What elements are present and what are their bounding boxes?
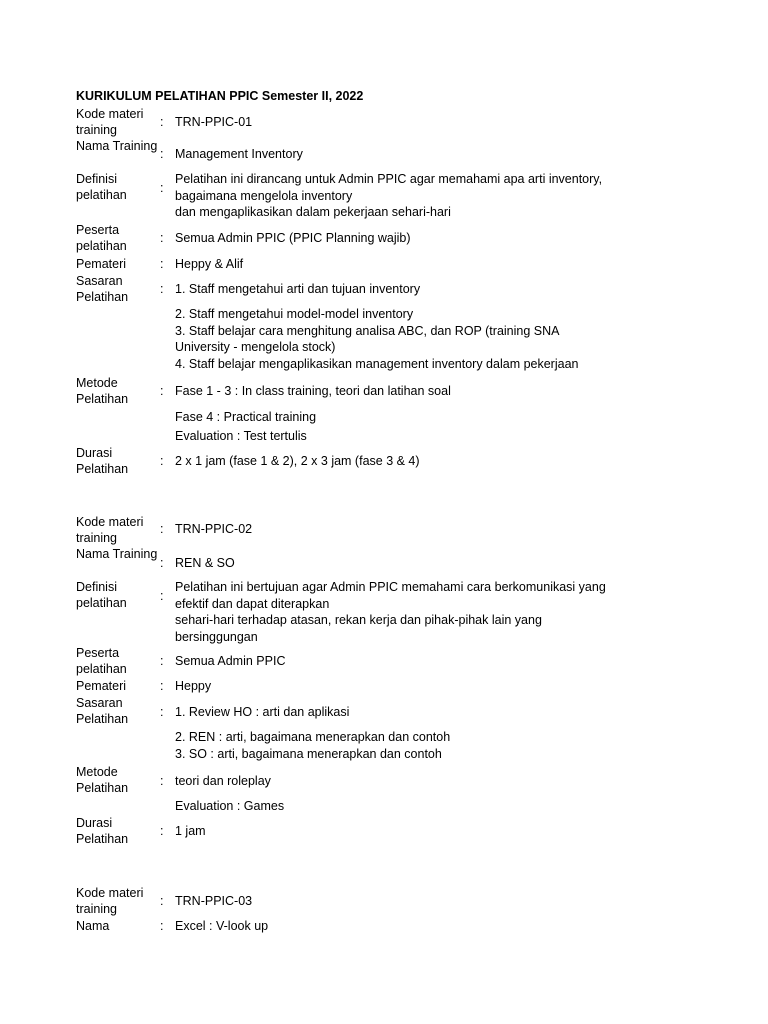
peserta-value: Semua Admin PPIC (PPIC Planning wajib) [175,231,411,245]
kode-value: TRN-PPIC-01 [175,115,253,129]
definisi-line: dan mengaplikasikan dalam pekerjaan sehari-hari [175,205,451,219]
durasi-value: 1 jam [175,824,206,838]
page-title: KURIKULUM PELATIHAN PPIC Semester II, 2022 [76,89,364,103]
metode-value [175,773,615,790]
sasaran-line: 1. Staff mengetahui arti dan tujuan inventory [175,282,421,296]
metode-label: Metode Pelatihan [76,765,129,795]
durasi-value: 2 x 1 jam (fase 1 & 2), 2 x 3 jam (fase 3 & 4) [175,454,420,468]
metode-label: Metode Pelatihan [76,376,129,406]
nama-value: Excel : V-look up [175,919,269,933]
definisi-value [175,171,615,221]
sasaran-line: 2. Staff mengetahui model-model inventory [175,307,414,321]
colon: : [160,181,164,195]
colon: : [160,231,164,245]
sasaran-continued [175,306,615,372]
colon: : [160,282,164,296]
colon: : [160,384,164,398]
sasaran-line: 1. Review HO : arti dan aplikasi [175,705,350,719]
sasaran-line: 2. REN : arti, bagaimana menerapkan dan contoh [175,730,451,744]
definisi-line: Pelatihan ini dirancang untuk Admin PPIC agar memahami apa arti inventory, bagaimana mengelola inventory [175,172,603,203]
sasaran-label: Sasaran Pelatihan [76,696,129,726]
colon: : [160,522,164,536]
colon: : [160,589,164,603]
colon: : [160,824,164,838]
sasaran-value [175,281,615,298]
kode-label: Kode materi training [76,515,144,545]
colon: : [160,147,164,161]
colon: : [160,679,164,693]
colon: : [160,705,164,719]
metode-continued [175,798,615,815]
definisi-line: sehari-hari terhadap atasan, rekan kerja dan pihak-pihak lain yang bersinggungan [175,613,542,644]
nama-label: Nama Training [76,547,158,561]
durasi-label: Durasi Pelatihan [76,446,129,476]
definisi-line: Pelatihan ini bertujuan agar Admin PPIC memahami cara berkomunikasi yang efektif dan dapat diterapkan [175,580,606,611]
sasaran-line: 3. Staff belajar cara menghitung analisa ABC, dan ROP (training SNA University - mengelola stock) [175,323,559,354]
nama-label: Nama [76,919,110,933]
nama-value: REN & SO [175,556,235,570]
pemateri-label: Pemateri [76,257,127,271]
metode-continued [175,409,615,444]
nama-label: Nama Training [76,139,158,153]
sasaran-line: 4. Staff belajar mengaplikasikan management inventory dalam pekerjaan [175,356,579,371]
definisi-value [175,579,615,645]
sasaran-label: Sasaran Pelatihan [76,274,129,304]
kode-value: TRN-PPIC-02 [175,522,253,536]
pemateri-value: Heppy & Alif [175,257,244,271]
colon: : [160,115,164,129]
colon: : [160,919,164,933]
colon: : [160,556,164,570]
definisi-label: Definisi pelatihan [76,172,127,202]
kode-value: TRN-PPIC-03 [175,894,253,908]
nama-value: Management Inventory [175,147,303,161]
kode-label: Kode materi training [76,107,144,137]
colon: : [160,894,164,908]
metode-line: Evaluation : Test tertulis [175,428,307,443]
metode-value [175,383,615,400]
definisi-label: Definisi pelatihan [76,580,127,610]
durasi-label: Durasi Pelatihan [76,816,129,846]
pemateri-label: Pemateri [76,679,127,693]
pemateri-value: Heppy [175,679,212,693]
colon: : [160,774,164,788]
sasaran-line: 3. SO : arti, bagaimana menerapkan dan contoh [175,746,442,761]
colon: : [160,454,164,468]
peserta-label: Peserta pelatihan [76,223,127,253]
metode-line: Fase 1 - 3 : In class training, teori dan latihan soal [175,384,451,398]
metode-line: Fase 4 : Practical training [175,410,317,424]
colon: : [160,654,164,668]
sasaran-value [175,704,615,721]
metode-line: Evaluation : Games [175,799,285,813]
peserta-value: Semua Admin PPIC [175,654,286,668]
sasaran-continued [175,729,615,762]
metode-line: teori dan roleplay [175,774,271,788]
colon: : [160,257,164,271]
peserta-label: Peserta pelatihan [76,646,127,676]
kode-label: Kode materi training [76,886,144,916]
